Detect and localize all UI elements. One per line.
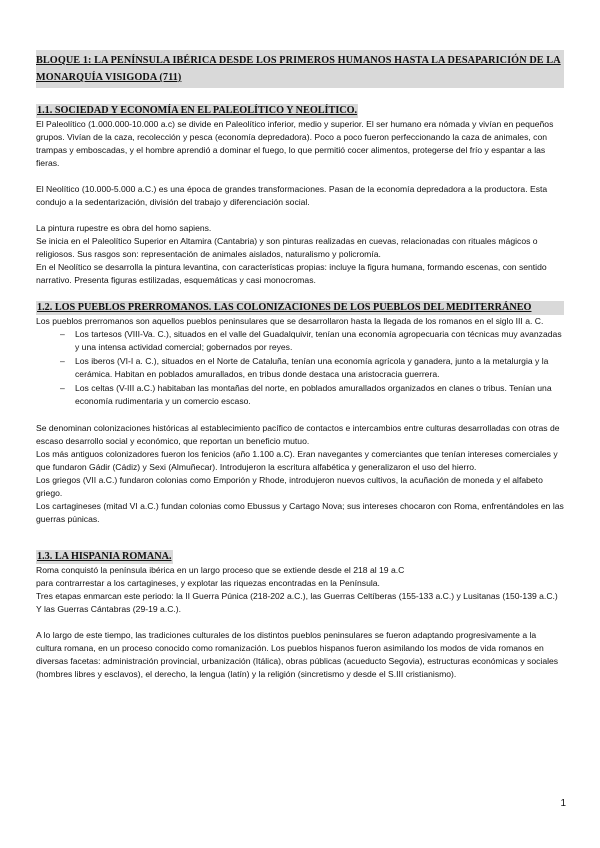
page-number: 1 bbox=[560, 798, 566, 809]
paragraph: para contrarrestar a los cartagineses, y explotar las riquezas encontradas en la Península. bbox=[36, 578, 380, 588]
section-paleolitico-neolitico bbox=[36, 104, 564, 287]
list-item: – Los celtas (V-III a.C.) habitaban las montañas del norte, en poblados amurallados organizados en clanes o tribus. Tenían una economía rudimentaria y un comercio escaso. bbox=[60, 382, 564, 408]
paragraph: Se inicia en el Paleolítico Superior en Altamira (Cantabria) y son pinturas realizadas en cuevas, relacionadas con rituales mágicos o religiosos. Sus rasgos son: representación de animales aislados, naturalismo y policromía. bbox=[36, 236, 538, 259]
paragraph: La pintura rupestre es obra del homo sapiens. bbox=[36, 223, 212, 233]
section-heading: 1.2. LOS PUEBLOS PRERROMANOS. LAS COLONIZACIONES DE LOS PUEBLOS DEL MEDITERRÁNEO bbox=[36, 301, 564, 315]
paragraph: Los cartagineses (mitad VI a.C.) fundan colonias como Ebussus y Cartago Nova; sus intereses chocaron con Roma, enfrentándoles en las guerras púnicas. bbox=[36, 501, 564, 524]
paragraph: El Neolítico (10.000-5.000 a.C.) es una época de grandes transformaciones. Pasan de la economía depredadora a la productora. Esta condujo a la sedentarización, división del trabajo y diferenciación social. bbox=[36, 184, 548, 207]
paragraph: A lo largo de este tiempo, las tradiciones culturales de los distintos pueblos peninsulares se fueron adaptando progresivamente a la cultura romana, en un proceso conocido como romanización. Los pueblos hispanos fueron asimilando los modos de vida romanos en diversas facetas: administración provincial, urbanización (Itálica), obras públicas (acueducto Segovia), estructuras económicas y sociales (hombres libres y esclavos), el derecho, la lengua (latín) y la religión (sincretismo y desde el S.III cristianismo). bbox=[36, 630, 559, 679]
pueblos-list bbox=[36, 328, 564, 408]
block-title: BLOQUE 1: LA PENÍNSULA IBÉRICA DESDE LOS PRIMEROS HUMANOS HASTA LA DESAPARICIÓN DE LA MONARQUÍA VISIGODA (711) bbox=[36, 50, 564, 88]
section-hispania-romana bbox=[36, 550, 564, 681]
paragraph: Roma conquistó la península ibérica en un largo proceso que se extiende desde el 218 al 19 a.C bbox=[36, 565, 405, 575]
paragraph: Tres etapas enmarcan este periodo: la II Guerra Púnica (218-202 a.C.), las Guerras Celtíberas (155-133 a.C.) y Lusitanas (150-139 a.C.) Y las Guerras Cántabras (29-19 a.C.). bbox=[36, 591, 558, 614]
paragraph: Los pueblos prerromanos son aquellos pueblos peninsulares que se desarrollaron hasta la llegada de los romanos en el siglo III a. C. bbox=[36, 316, 544, 326]
list-item: – Los tartesos (VIII-Va. C.), situados en el valle del Guadalquivir, tenían una economía agropecuaria con técnicas muy avanzadas y una intensa actividad comercial; gobernados por reyes. bbox=[60, 328, 564, 354]
paragraph: Se denominan colonizaciones históricas al establecimiento pacífico de contactos e intercambios entre culturas desarrolladas con otras de escaso desarrollo social y económico, que reportan un beneficio mutuo. bbox=[36, 423, 560, 446]
paragraph: Los griegos (VII a.C.) fundaron colonias como Emporión y Rhode, introdujeron nuevos cultivos, la acuñación de moneda y el alfabeto griego. bbox=[36, 475, 543, 498]
paragraph: El Paleolítico (1.000.000-10.000 a.c) se divide en Paleolítico inferior, medio y superior. El ser humano era nómada y vivían en pequeños grupos. Vivían de la caza, recolección y pesca (economía depredadora). Poco a poco fueron perfeccionando la caza de animales, con trampas y emboscadas, y el hombre aprendió a dominar el fuego, lo que permitió cocer alimentos, protegerse del frío y espantar a las fieras. bbox=[36, 119, 554, 168]
section-pueblos-prerromanos bbox=[36, 301, 564, 526]
section-heading: 1.3. LA HISPANIA ROMANA. bbox=[37, 551, 172, 562]
section-heading: 1.1. SOCIEDAD Y ECONOMÍA EN EL PALEOLÍTICO Y NEOLÍTICO. bbox=[37, 105, 358, 116]
list-item: – Los iberos (VI-I a. C.), situados en el Norte de Cataluña, tenían una economía agrícola y ganadera, junto a la metalurgia y la cerámica. Habitan en poblados amurallados, en tribus donde destaca una aristocracia guerrera. bbox=[60, 355, 564, 381]
paragraph: Los más antiguos colonizadores fueron los fenicios (año 1.100 a.C). Eran navegantes y comerciantes que tenían intereses comerciales y que fundaron Gádir (Cádiz) y Sexi (Almuñecar). Introdujeron la escritura alfabética y generalizaron el uso del hierro. bbox=[36, 449, 558, 472]
document-page bbox=[36, 40, 564, 681]
paragraph: En el Neolítico se desarrolla la pintura levantina, con características propias: incluye la figura humana, formando escenas, con sentido narrativo. Presenta figuras estilizadas, esquemáticas y casi monocromas. bbox=[36, 262, 547, 285]
